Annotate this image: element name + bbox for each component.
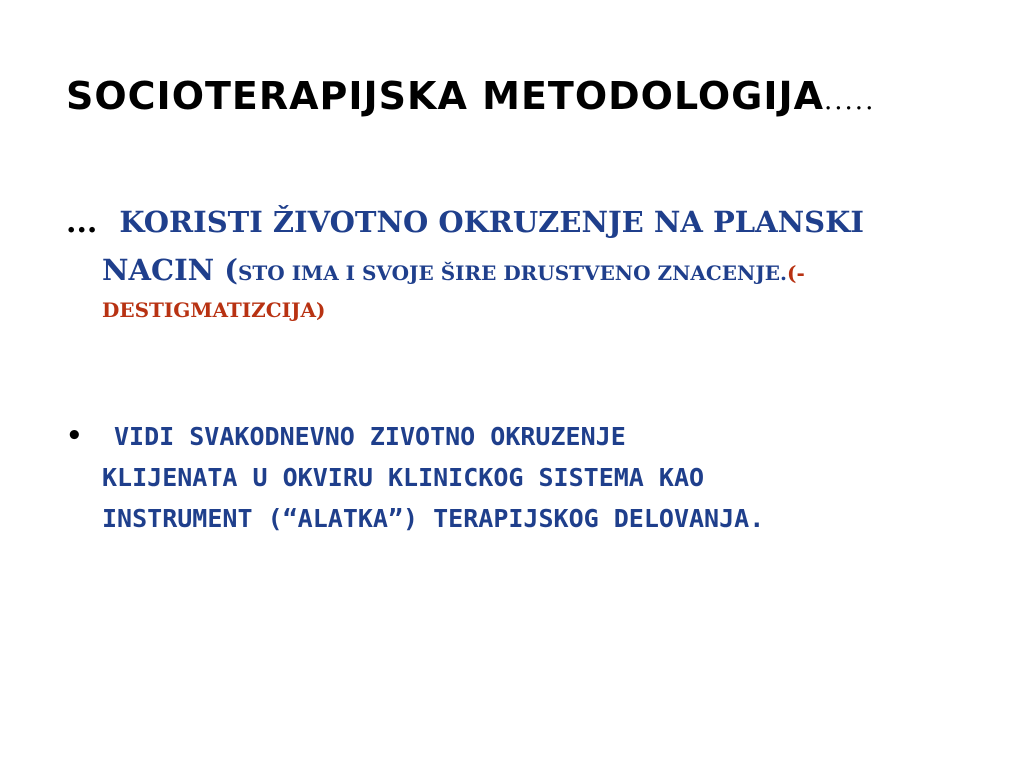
point-one-line-3 (66, 296, 976, 321)
point-one-lead: ... (66, 205, 98, 240)
point-one (66, 198, 976, 321)
point-one-text-2: NACIN ( (102, 253, 238, 287)
point-one-text-3-red: DESTIGMATIZCIJA) (102, 298, 326, 322)
point-one-text-2-red: (- (787, 261, 805, 285)
point-one-text-2-small: STO IMA I SVOJE ŠIRE DRUSTVENO ZNACENJE. (237, 261, 787, 285)
point-one-line-1 (66, 198, 976, 247)
slide-title-text: SOCIOTERAPIJSKA METODOLOGIJA (66, 74, 825, 118)
point-one-text-1: KORISTI ŽIVOTNO OKRUZENJE NA PLANSKI (119, 205, 864, 239)
point-two-line-2: KLIJENATA U OKVIRU KLINICKOG SISTEMA KAO (102, 463, 705, 492)
point-one-line-2 (66, 247, 976, 296)
point-two-line-3: INSTRUMENT (“ALATKA”) TERAPIJSKOG DELOVANJA. (102, 504, 765, 533)
slide-title (66, 72, 986, 125)
point-two-line-1: VIDI SVAKODNEVNO ZIVOTNO OKRUZENJE (114, 422, 626, 451)
bullet-icon: • (66, 421, 83, 451)
slide-title-dots: ..... (824, 86, 876, 116)
point-two (66, 416, 986, 539)
